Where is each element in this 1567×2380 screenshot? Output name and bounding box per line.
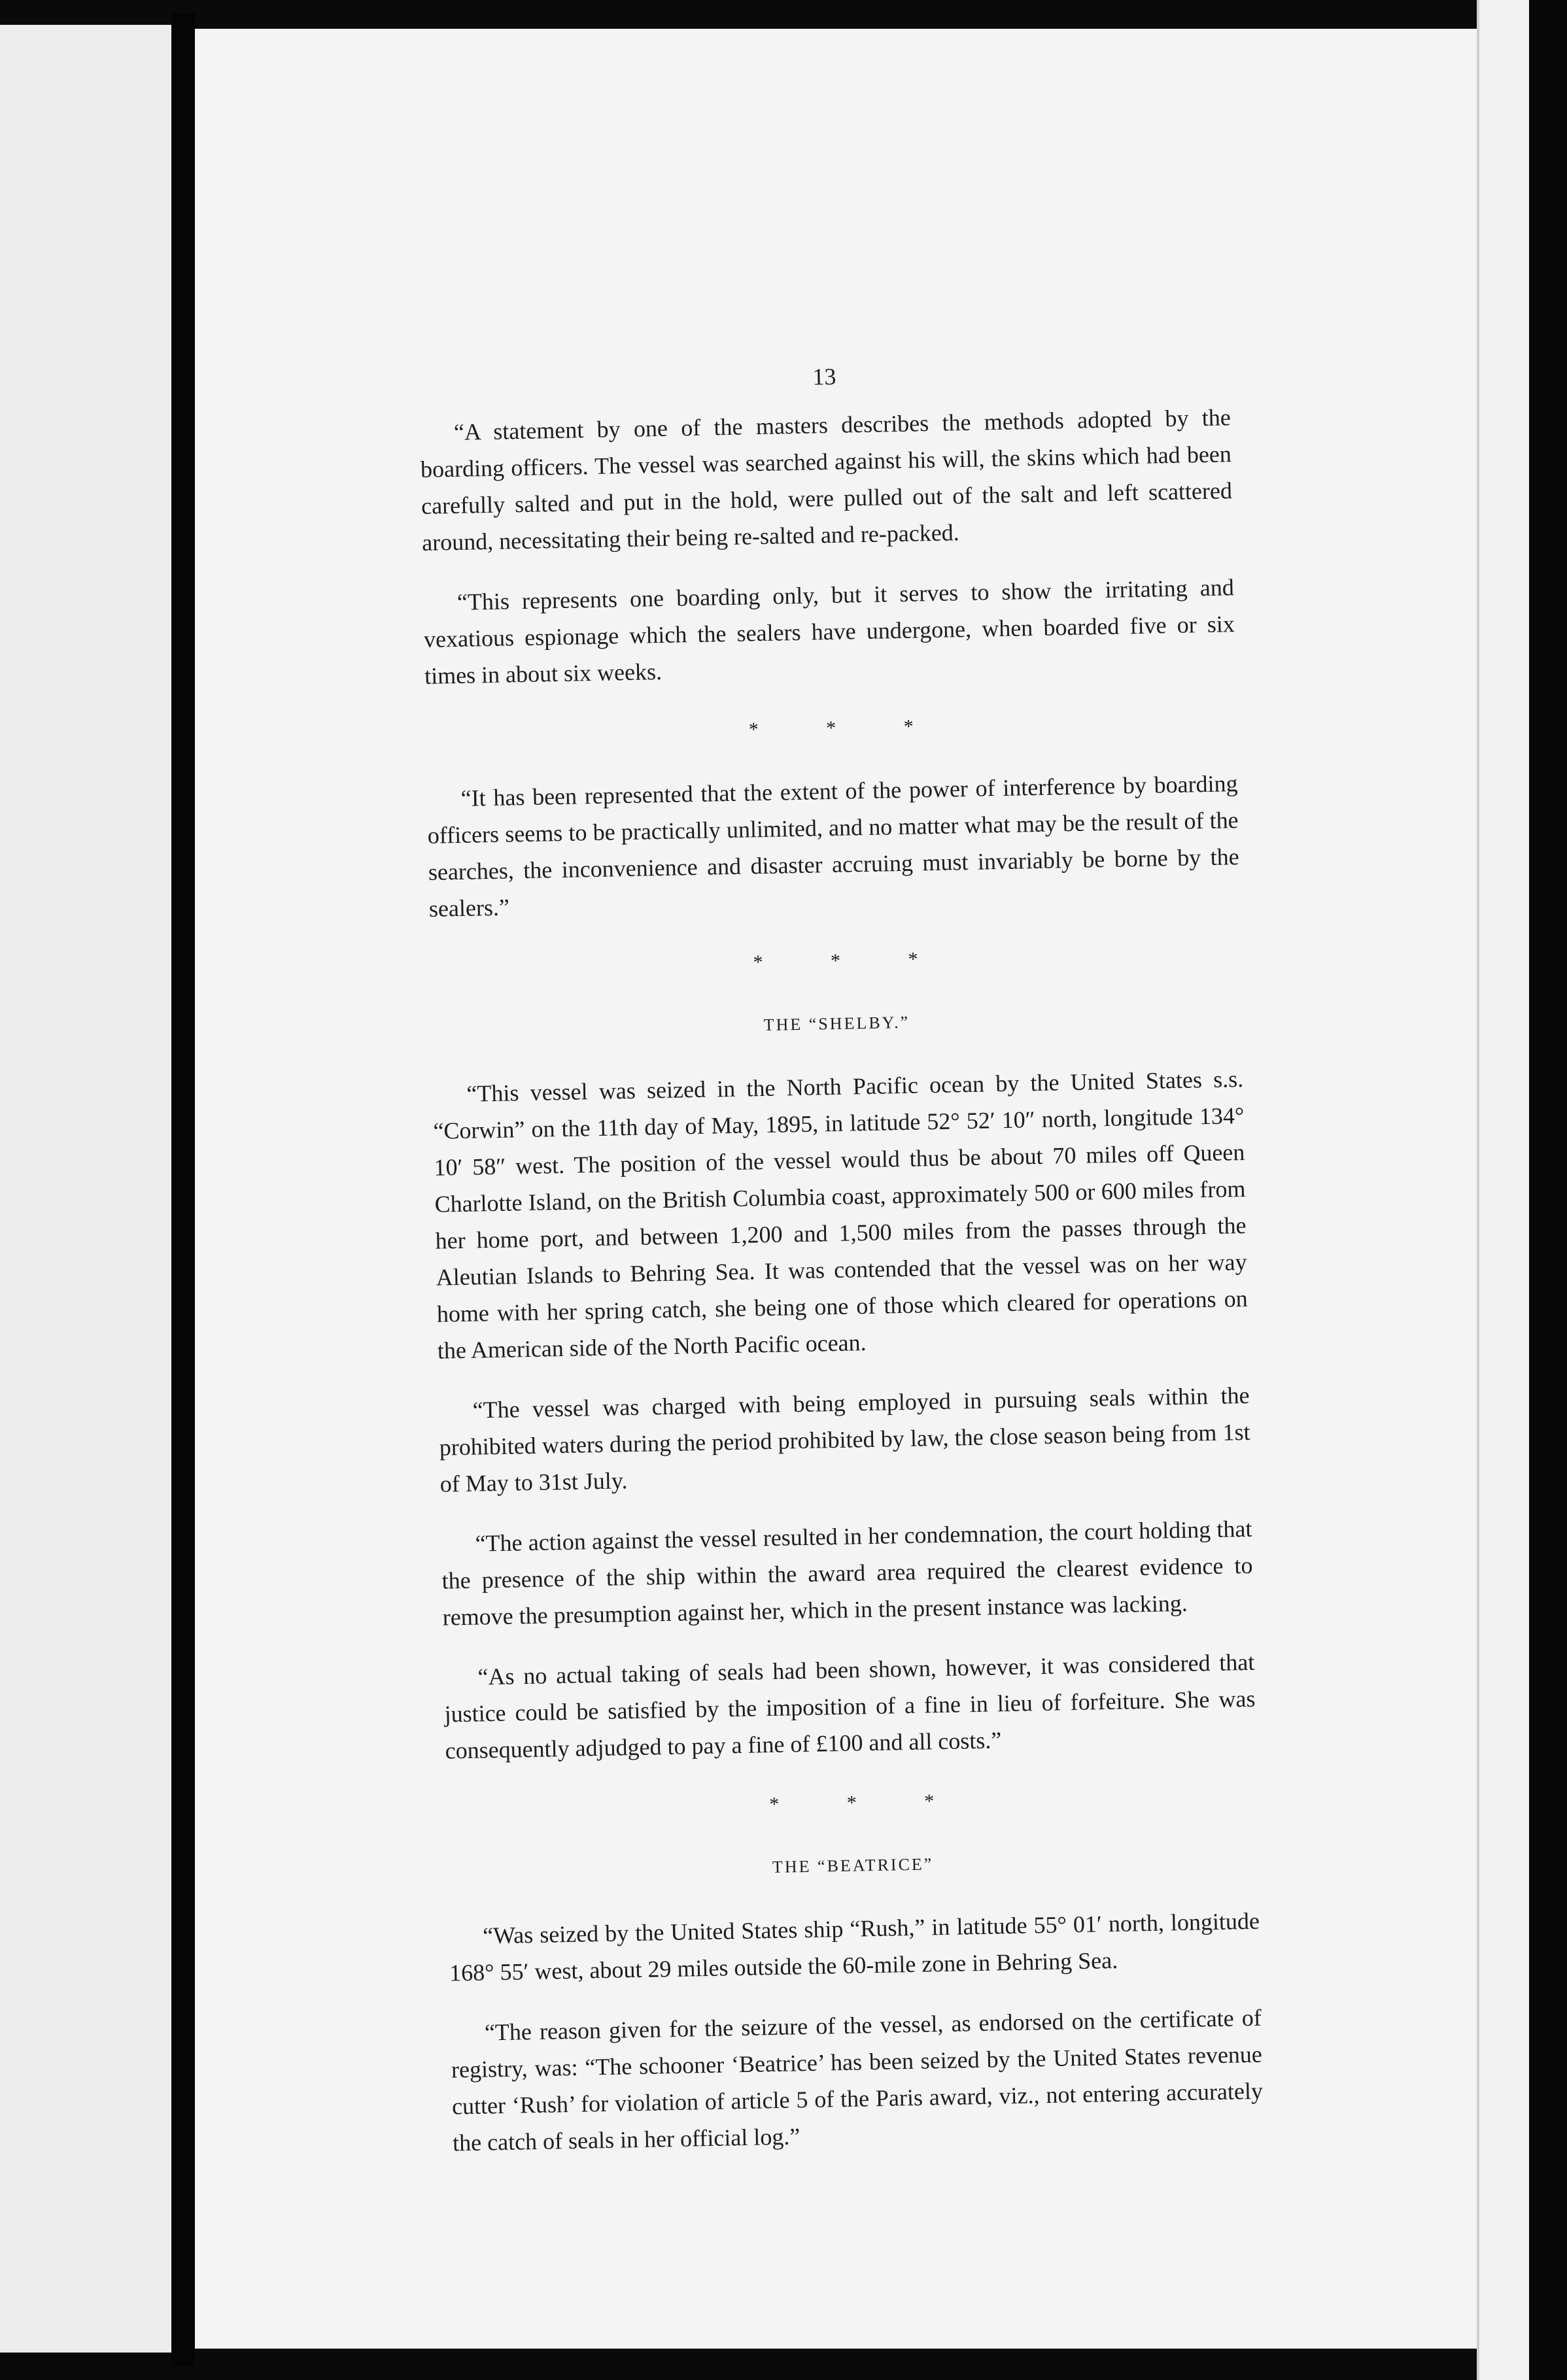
section-separator: * * * bbox=[753, 947, 950, 974]
paragraph: “This vessel was seized in the North Pacific ocean by the United States s.s. “Corwin” on the 11th day of May, 1895, in latitude 52° 52′ 10″ north, longitude 134° 10′ 58″ west. The position of the vessel would thus be about 70 miles off Queen Charlotte Island, on the British Columbia coast, approximately 500 or 600 miles from her home port, and between 1,200 and 1,500 miles from the passes through the Aleutian Islands to Behring Sea. It was contended that the vessel was on her way home with her spring catch, she being one of those which cleared for operations on the American side of the North Pacific ocean. bbox=[433, 1065, 1248, 1364]
page-text bbox=[419, 350, 1264, 2184]
left-page-edge bbox=[0, 25, 171, 2353]
page-right-shadow bbox=[1529, 0, 1567, 2380]
page-number: 13 bbox=[812, 363, 836, 390]
section-heading: THE “BEATRICE” bbox=[772, 1854, 934, 1877]
section-heading: THE “SHELBY.” bbox=[763, 1012, 910, 1035]
paragraph: “The vessel was charged with being employed in pursuing seals within the prohibited waters during the period prohibited by law, the close season being from 1st of May to 31st July. bbox=[439, 1382, 1250, 1497]
paragraph: “Was seized by the United States ship “Rush,” in latitude 55° 01′ north, longitude 168° 55′ west, about 29 miles outside the 60-mile zone in Behring Sea. bbox=[449, 1907, 1260, 1986]
paragraph: “The action against the vessel resulted in her condemnation, the court holding that the presence of the ship within the award area required the clearest evidence to remove the presumption against her, which in the present instance was lacking. bbox=[441, 1515, 1253, 1631]
paragraph: “It has been represented that the extent of the power of interference by boarding officers seems to be practically unlimited, and no matter what may be the result of the searches, the inconvenience and disaster accruing must invariably be borne by the sealers.” bbox=[427, 770, 1240, 922]
page-right-edge bbox=[1477, 0, 1532, 2380]
paragraph: “The reason given for the seizure of the vessel, as endorsed on the certificate of registry, was: “The schooner ‘Beatrice’ has been seized by the United States revenue cutter ‘Rush’ for violation of article 5 of the Paris award, viz., not entering accurately the catch of seals in her official log.” bbox=[451, 2004, 1264, 2156]
section-separator: * * * bbox=[748, 715, 946, 741]
section-separator: * * * bbox=[769, 1790, 966, 1816]
paragraph: “A statement by one of the masters describes the methods adopted by the boarding officers. The vessel was searched against his will, the skins which had been carefully salted and put in the hold, were pulled out of the salt and left scattered around, necessitating their being re-salted and re-packed. bbox=[420, 404, 1233, 556]
paragraph: “This represents one boarding only, but it serves to show the irritating and vexatious espionage which the sealers have undergone, when boarded five or six times in about six weeks. bbox=[423, 574, 1235, 689]
paragraph: “As no actual taking of seals had been shown, however, it was considered that justice could be satisfied by the imposition of a fine in lieu of forfeiture. She was consequently adjudged to pay a fine of £100 and all costs.” bbox=[444, 1648, 1256, 1764]
book-gutter bbox=[171, 13, 195, 2367]
